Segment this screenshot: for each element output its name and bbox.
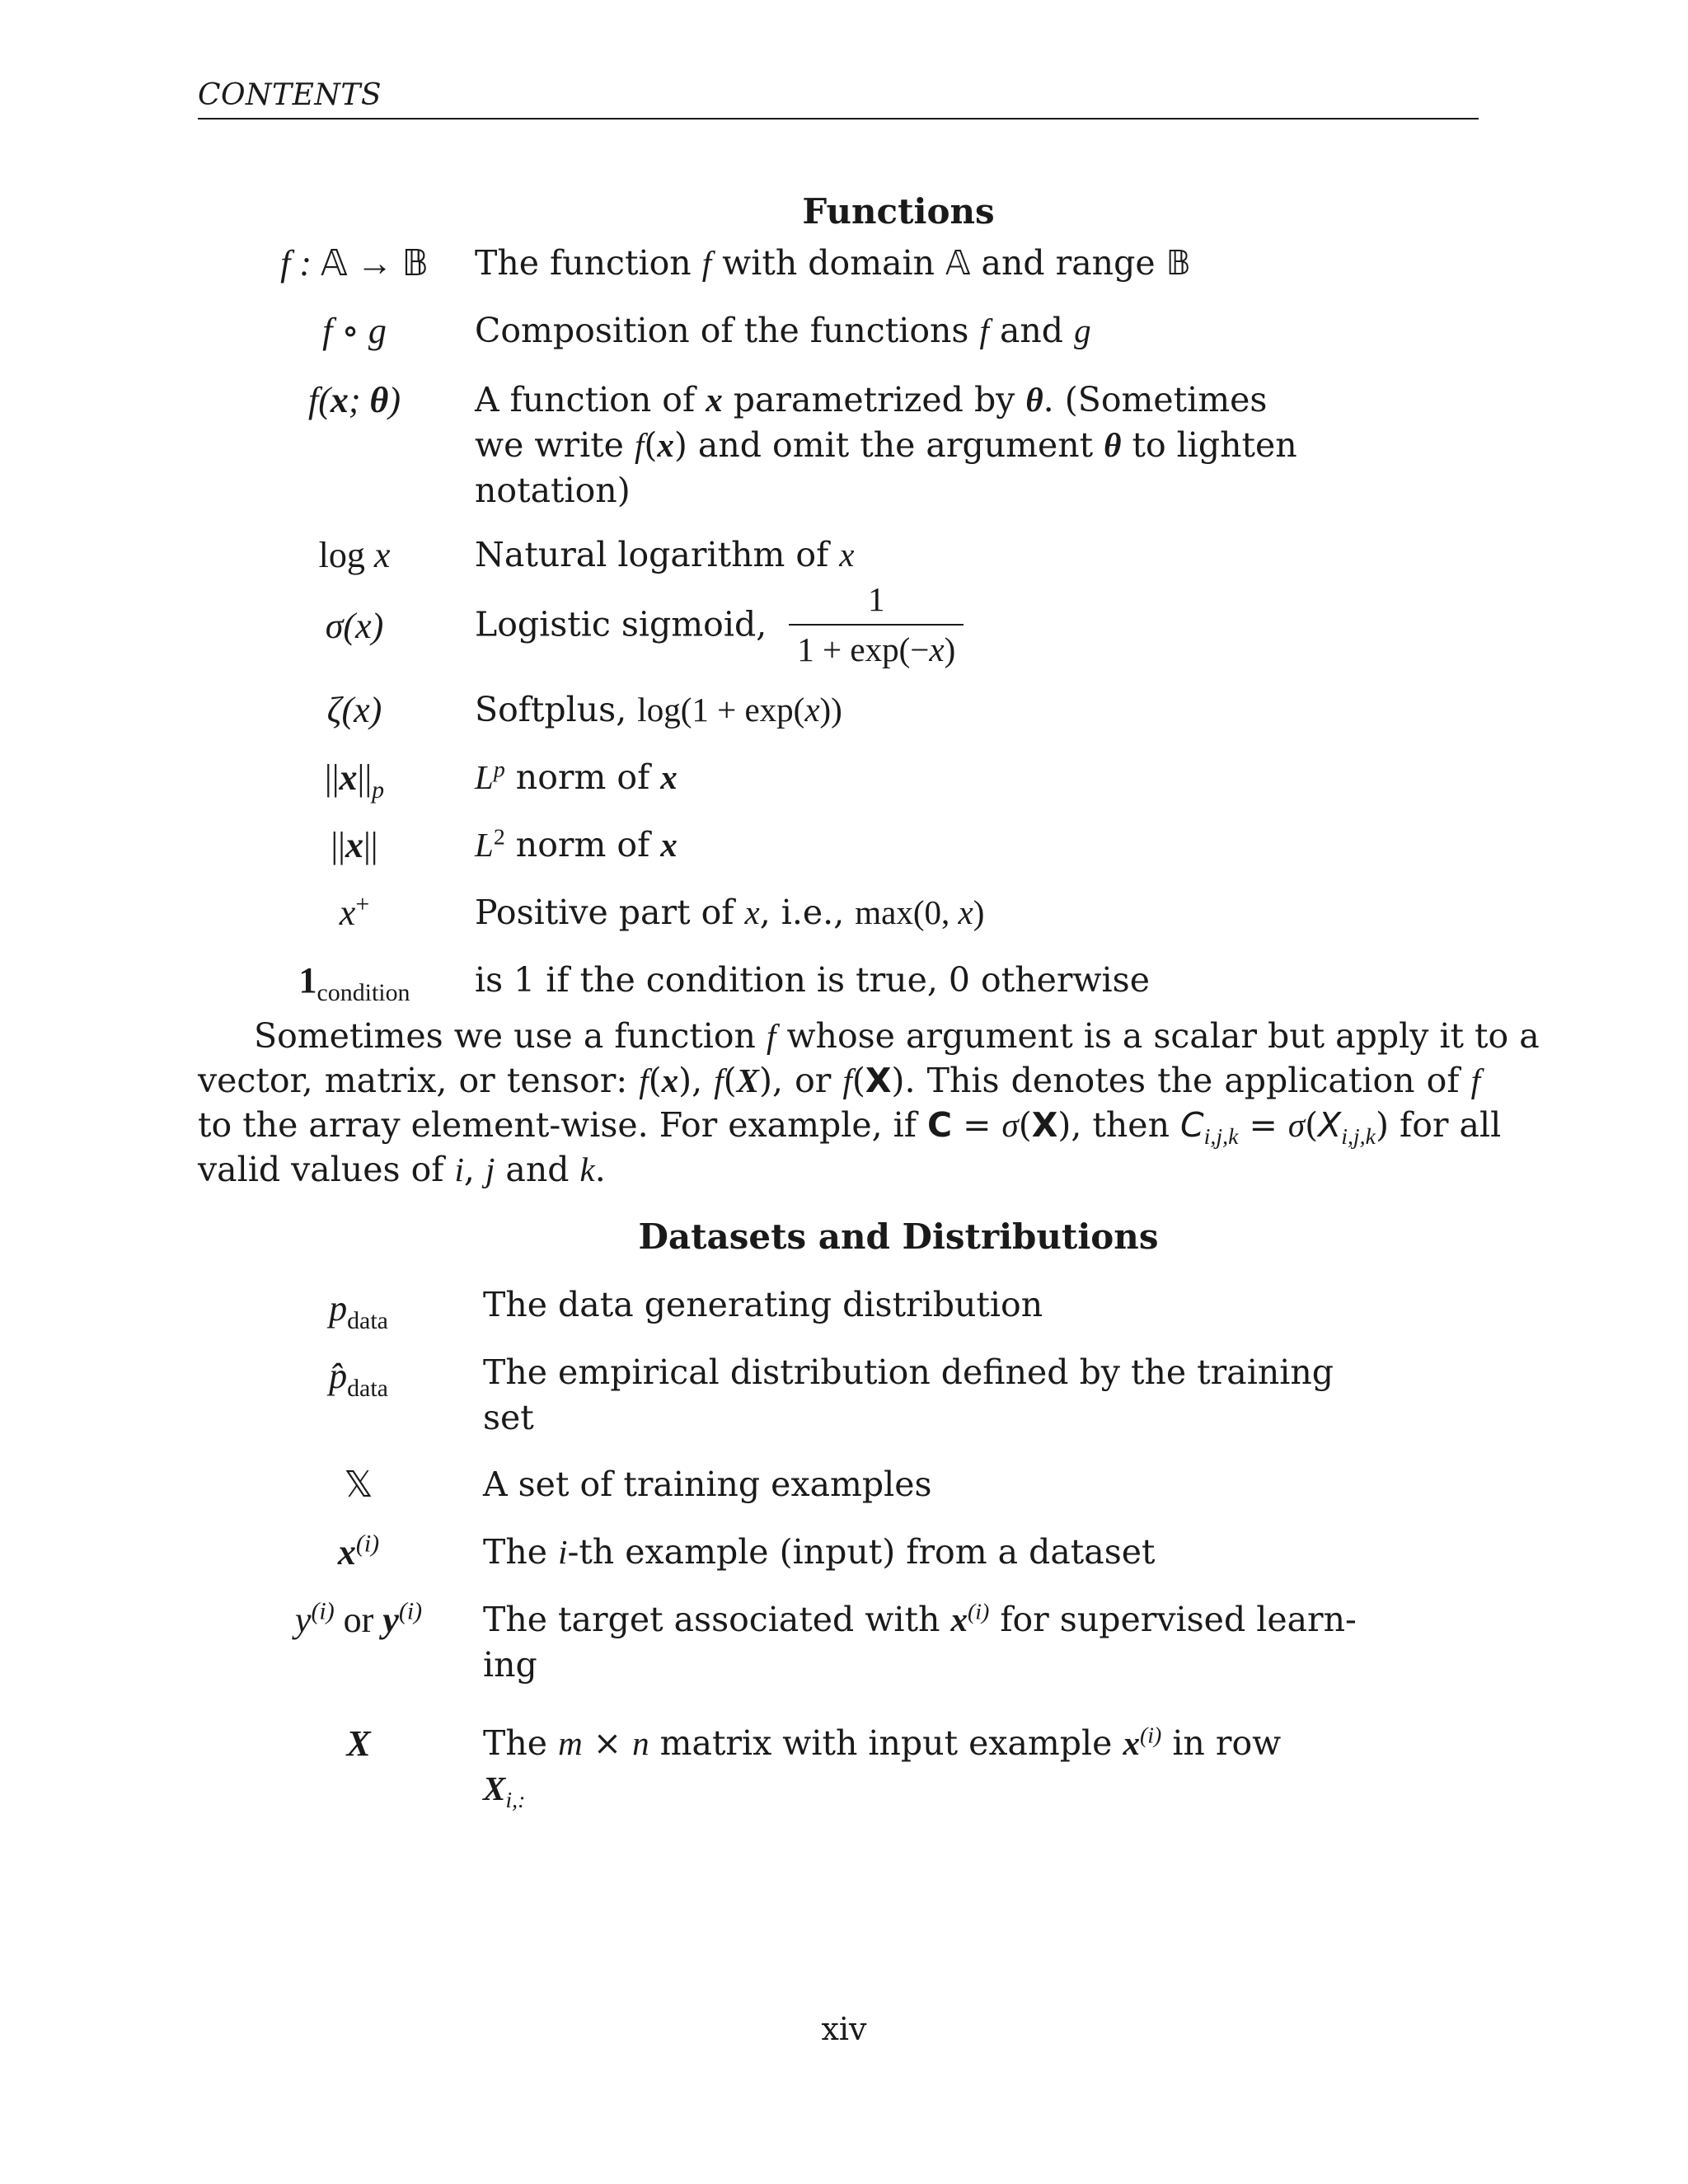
entry-symbol: σ(x) — [325, 606, 384, 646]
entry-symbol: $p_{data}$ — [329, 1288, 388, 1334]
entry-description: A set of training examples — [483, 1465, 932, 1504]
entry-description: Softplus, log(1 + exp(x)) — [475, 690, 842, 729]
paragraph-line: to the array element-wise. For example, if C = σ(X), then $C_{i,j,k} = \sigma(X_{i,j,k})$ for all — [198, 1105, 1502, 1151]
entry-symbol: $1_{condition}$ — [298, 960, 410, 1006]
entry-description: Positive part of x, i.e., max(0, x) — [475, 893, 985, 932]
entry-symbol: ||x|| — [331, 825, 378, 865]
paragraph-line: vector, matrix, or tensor: f(x), f(X), or f(X). This denotes the application of f — [198, 1061, 1480, 1100]
entry-symbol: f : 𝔸 → 𝔹 — [280, 242, 429, 284]
entry-description: Logistic sigmoid, $\frac{1}{1 + \exp(-x)}$ — [475, 577, 964, 673]
entry-symbol: $||x||_p$ — [324, 757, 385, 804]
entry-description: Composition of the functions f and g — [475, 311, 1091, 350]
entry-description: The target associated with $x^{(i)}$ for supervised learn- ing — [483, 1599, 1357, 1685]
entry-description: is 1 if the condition is true, 0 otherwise — [475, 960, 1150, 1000]
entry-description: The i-th example (input) from a dataset — [483, 1532, 1156, 1572]
entry-symbol: log x — [318, 535, 391, 575]
entry-description: The empirical distribution defined by the training set — [483, 1352, 1334, 1437]
entry-description: The function f with domain 𝔸 and range 𝔹 — [475, 243, 1191, 283]
entry-description: $L^p$ norm of x — [475, 757, 678, 797]
entry-description: The data generating distribution — [483, 1285, 1043, 1324]
section-title-datasets: Datasets and Distributions — [638, 1216, 1159, 1257]
header-rule — [198, 118, 1479, 120]
entry-symbol: $p̂_{data}$ — [329, 1356, 388, 1402]
page-number: xiv — [821, 2011, 867, 2047]
entry-symbol: f(x; θ) — [307, 380, 401, 420]
entry-description: A function of x parametrized by θ. (Sometimes we write f(x) and omit the argument θ to lighten notation) — [475, 380, 1297, 510]
entry-description: Natural logarithm of x — [475, 535, 855, 574]
entry-symbol: f ∘ g — [322, 311, 387, 351]
entry-symbol: 𝕏 — [344, 1464, 373, 1506]
entry-symbol: X — [346, 1723, 371, 1764]
sigmoid-fraction: $\frac{1}{1 + \exp(-x)}$ — [789, 577, 964, 673]
entry-symbol: $y^{(i)}$ or $y^{(i)}$ — [294, 1597, 423, 1640]
entry-description: The m × n matrix with input example $x^{(i)}$ in row $X_{i,:}$ — [483, 1722, 1282, 1814]
running-head: CONTENTS — [198, 78, 382, 112]
paragraph-line: valid values of i, j and k. — [198, 1150, 606, 1189]
section-title-functions: Functions — [802, 191, 995, 232]
entry-description: $L^2$ norm of x — [475, 824, 678, 865]
entry-symbol: x+ — [339, 890, 370, 933]
paragraph-line: Sometimes we use a function f whose argument is a scalar but apply it to a — [254, 1016, 1540, 1056]
entry-symbol: ζ(x) — [326, 690, 382, 730]
body-paragraph — [198, 1014, 1540, 1192]
entry-symbol: $x^{(i)}$ — [337, 1530, 380, 1572]
